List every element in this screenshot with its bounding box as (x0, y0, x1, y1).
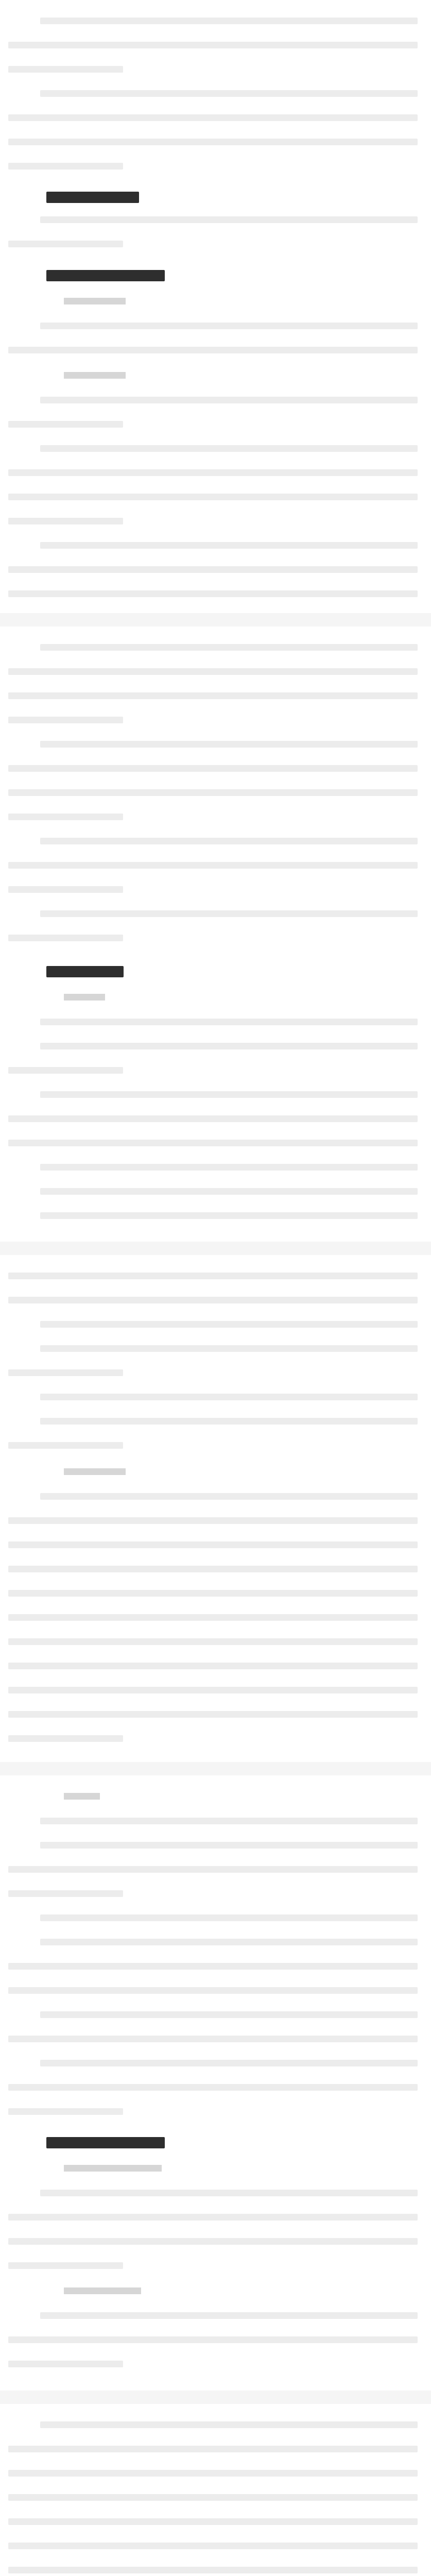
section-heading (46, 270, 165, 281)
text-block (8, 1273, 418, 1466)
text-block (8, 2190, 418, 2286)
section-heading (46, 192, 139, 203)
subsection-heading (64, 372, 126, 379)
text-block (8, 2312, 418, 2385)
text-block (8, 644, 418, 959)
subsection-heading (64, 2287, 141, 2294)
subsection-heading (64, 994, 105, 1001)
text-block (8, 216, 418, 265)
page-break (0, 613, 431, 626)
section-heading (46, 2137, 165, 2148)
text-block (8, 1493, 418, 1759)
text-block (8, 18, 418, 187)
page-break (0, 1762, 431, 1775)
page-break (0, 2391, 431, 2404)
text-block (8, 1818, 418, 2132)
text-block (8, 323, 418, 371)
section-heading (46, 966, 124, 977)
subsection-heading (64, 1793, 100, 1800)
subsection-heading (64, 298, 126, 304)
text-block (8, 1019, 418, 1236)
page-break (0, 1242, 431, 1255)
text-block (8, 2421, 418, 2576)
subsection-heading (64, 2165, 162, 2172)
subsection-heading (64, 1468, 126, 1475)
text-block (8, 397, 418, 615)
